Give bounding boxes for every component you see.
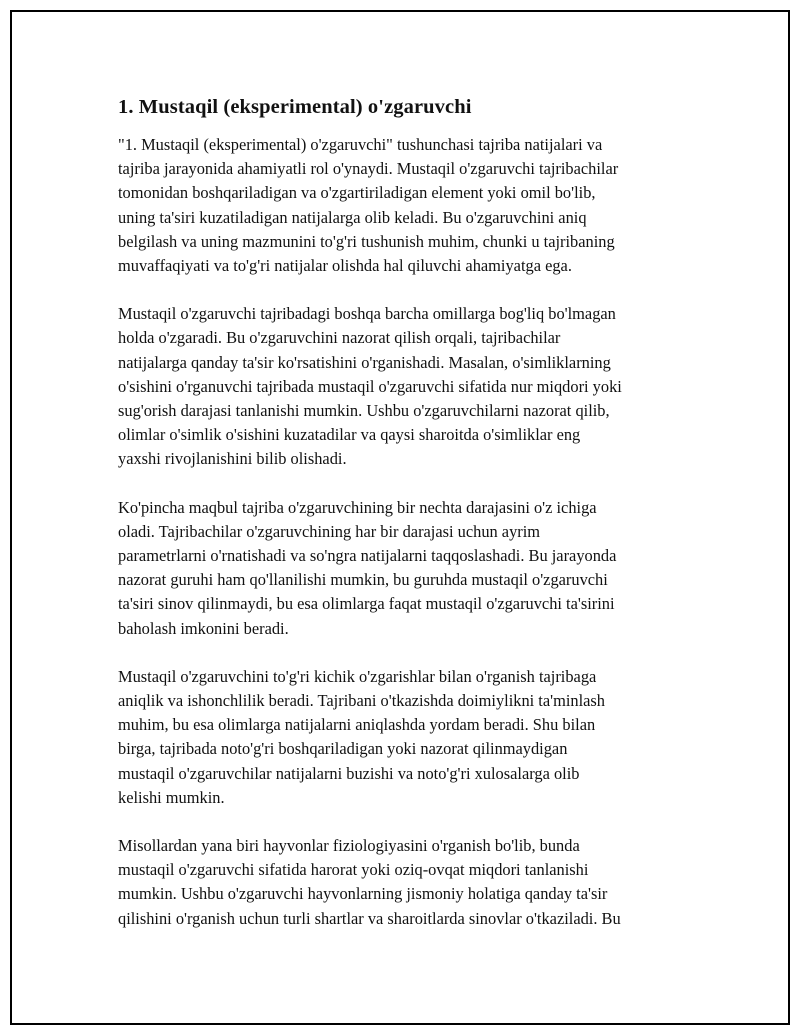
paragraph-line: tomonidan boshqariladigan va o'zgartiriladigan element yoki omil bo'lib, [118,183,596,203]
paragraph-5 [118,834,698,931]
paragraph-line: o'sishini o'rganuvchi tajribada mustaqil o'zgaruvchi sifatida nur miqdori yoki [118,376,622,396]
paragraph-line: mustaqil o'zgaruvchilar natijalarni buzishi va noto'g'ri xulosalarga olib [118,763,580,783]
paragraph-line: Misollardan yana biri hayvonlar fiziologiyasini o'rganish bo'lib, bunda [118,836,580,856]
paragraph-line: natijalarga qanday ta'sir ko'rsatishini o'rganishadi. Masalan, o'simliklarning [118,352,611,372]
section-heading: 1. Mustaqil (eksperimental) o'zgaruvchi [118,96,472,118]
paragraph-line: sug'orish darajasi tanlanishi mumkin. Ushbu o'zgaruvchilarni nazorat qilib, [118,401,610,421]
paragraph-4 [118,665,698,810]
paragraph-line: baholash imkonini beradi. [118,618,289,638]
paragraph-2 [118,302,698,471]
paragraph-line: muvaffaqiyati va to'g'ri natijalar olishda hal qiluvchi ahamiyatga ega. [118,256,572,276]
paragraph-line: kelishi mumkin. [118,787,225,807]
paragraph-1 [118,133,698,278]
paragraph-line: nazorat guruhi ham qo'llanilishi mumkin, bu guruhda mustaqil o'zgaruvchi [118,570,608,590]
paragraph-line: Mustaqil o'zgaruvchini to'g'ri kichik o'zgarishlar bilan o'rganish tajribaga [118,666,597,686]
paragraph-line: mustaqil o'zgaruvchi sifatida harorat yoki oziq-ovqat miqdori tanlanishi [118,860,589,880]
paragraph-line: ta'siri sinov qilinmaydi, bu esa olimlarga faqat mustaqil o'zgaruvchi ta'sirini [118,594,615,614]
document-body [118,94,698,955]
paragraph-line: "1. Mustaqil (eksperimental) o'zgaruvchi" tushunchasi tajriba natijalari va [118,135,603,154]
paragraph-line: birga, tajribada noto'g'ri boshqariladigan yoki nazorat qilinmaydigan [118,739,568,759]
paragraph-list [118,133,698,931]
paragraph-line: parametrlarni o'rnatishadi va so'ngra natijalarni taqqoslashadi. Bu jarayonda [118,546,617,566]
paragraph-line: oladi. Tajribachilar o'zgaruvchining har bir darajasi uchun ayrim [118,521,541,541]
page-frame [10,10,790,1025]
paragraph-line: Mustaqil o'zgaruvchi tajribadagi boshqa barcha omillarga bog'liq bo'lmagan [118,304,616,324]
paragraph-line: yaxshi rivojlanishini bilib olishadi. [118,449,347,469]
paragraph-line: tajriba jarayonida ahamiyatli rol o'ynaydi. Mustaqil o'zgaruvchi tajribachilar [118,159,619,179]
paragraph-line: olimlar o'simlik o'sishini kuzatadilar va qaysi sharoitda o'simliklar eng [118,425,581,445]
paragraph-line: holda o'zgaradi. Bu o'zgaruvchini nazorat qilish orqali, tajribachilar [118,328,561,348]
paragraph-line: aniqlik va ishonchlilik beradi. Tajribani o'tkazishda doimiylikni ta'minlash [118,691,605,711]
paragraph-line: qilishini o'rganish uchun turli shartlar va sharoitlarda sinovlar o'tkaziladi. Bu [118,908,621,928]
paragraph-line: Ko'pincha maqbul tajriba o'zgaruvchining bir nechta darajasini o'z ichiga [118,497,597,517]
paragraph-line: muhim, bu esa olimlarga natijalarni aniqlashda yordam beradi. Shu bilan [118,715,596,735]
paragraph-line: mumkin. Ushbu o'zgaruvchi hayvonlarning jismoniy holatiga qanday ta'sir [118,884,608,904]
paragraph-line: uning ta'siri kuzatiladigan natijalarga olib keladi. Bu o'zgaruvchini aniq [118,207,587,227]
paragraph-line: belgilash va uning mazmunini to'g'ri tushunish muhim, chunki u tajribaning [118,231,615,251]
paragraph-3 [118,496,698,641]
